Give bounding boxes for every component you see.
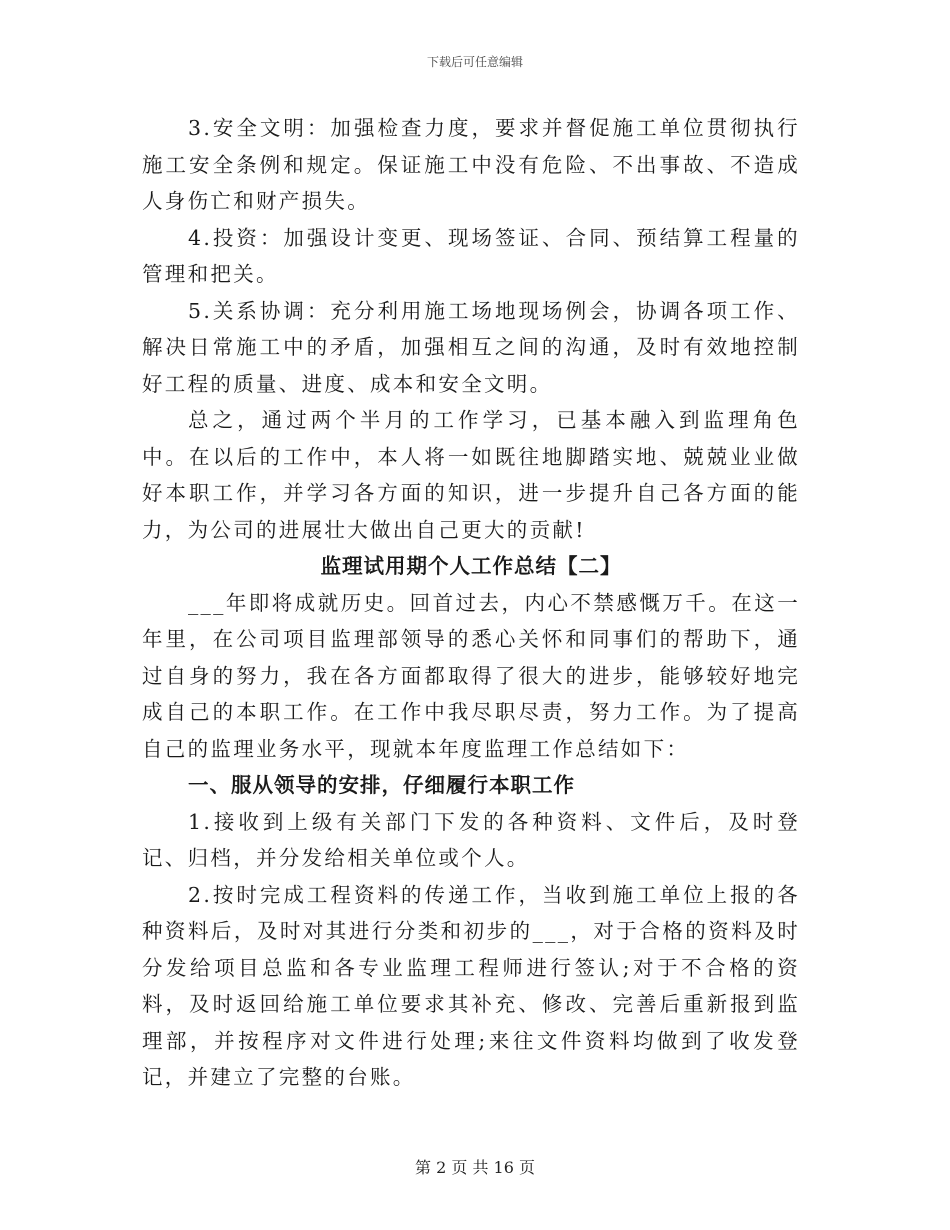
paragraph-item-2: 2.按时完成工程资料的传递工作，当收到施工单位上报的各种资料后，及时对其进行分类和初步的___，对于合格的资料及时分发给项目总监和各专业监理工程师进行签认;对于不合格的资料，及时返回给施工单位要求其补充、修改、完善后重新报到监理部，并按程序对文件进行处理;来往文件资料均做到了收发登记，并建立了完整的台账。 [142, 882, 800, 1089]
paragraph-intro: ___年即将成就历史。回首过去，内心不禁感慨万千。在这一年里，在公司项目监理部领导的悉心关怀和同事们的帮助下，通过自身的努力，我在各方面都取得了很大的进步，能够较好地完成自己的本职工作。在工作中我尽职尽责，努力工作。为了提高自己的监理业务水平，现就本年度监理工作总结如下： [142, 590, 800, 761]
page-header: 下载后可任意编辑 [426, 55, 523, 69]
section-title: 监理试用期个人工作总结【二】 [320, 554, 622, 578]
paragraph-coordination: 5.关系协调：充分利用施工场地现场例会，协调各项工作、解决日常施工中的矛盾，加强相互之间的沟通，及时有效地控制好工程的质量、进度、成本和安全文明。 [142, 298, 800, 396]
page-number: 第 2 页 共 16 页 [415, 1158, 535, 1177]
paragraph-summary: 总之，通过两个半月的工作学习，已基本融入到监理角色中。在以后的工作中，本人将一如既往地脚踏实地、兢兢业业做好本职工作，并学习各方面的知识，进一步提升自己各方面的能力，为公司的进展壮大做出自己更大的贡献! [142, 408, 800, 542]
section-subheading: 一、服从领导的安排，仔细履行本职工作 [188, 773, 575, 797]
document-body [142, 110, 800, 1096]
paragraph-item-1: 1.接收到上级有关部门下发的各种资料、文件后，及时登记、归档，并分发给相关单位或个人。 [142, 809, 800, 870]
paragraph-investment: 4.投资：加强设计变更、现场签证、合同、预结算工程量的管理和把关。 [142, 225, 800, 286]
paragraph-safety: 3.安全文明：加强检查力度，要求并督促施工单位贯彻执行施工安全条例和规定。保证施工中没有危险、不出事故、不造成人身伤亡和财产损失。 [142, 116, 800, 213]
